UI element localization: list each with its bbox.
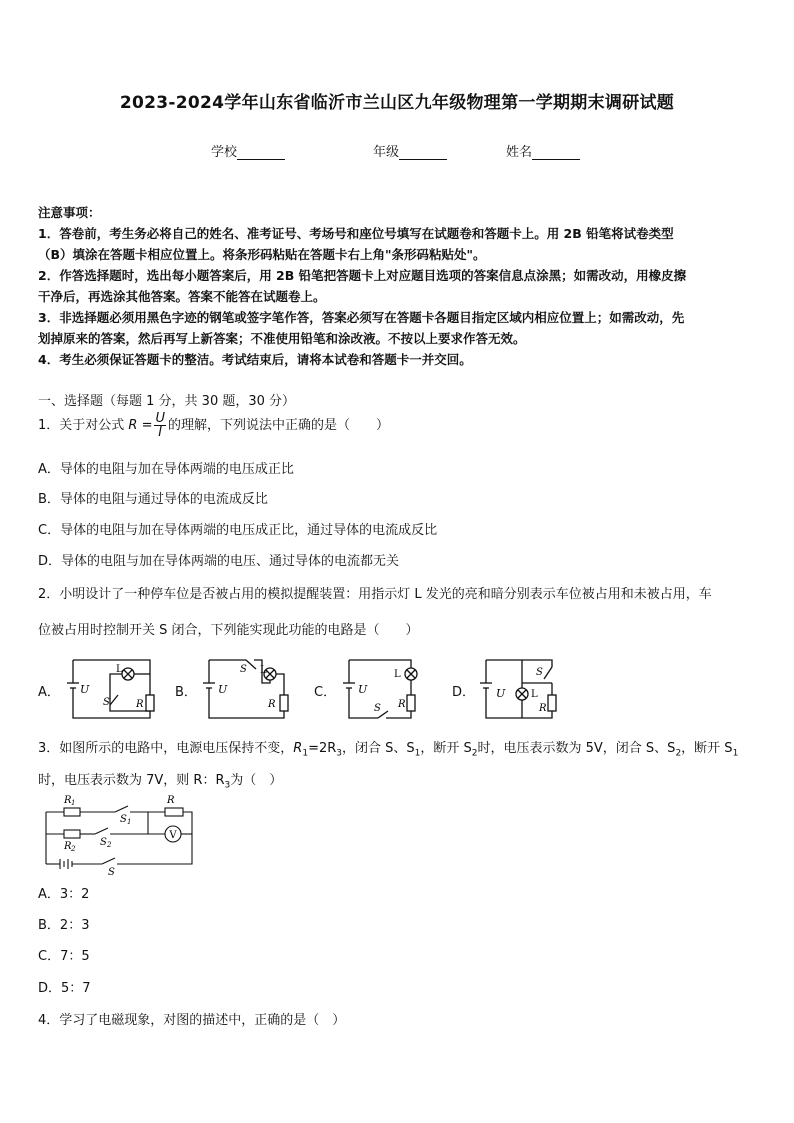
q3-option-c: C．7：5 <box>38 949 90 964</box>
q2-circuit-a <box>60 655 160 723</box>
q1-formula-lhs: R = <box>128 418 153 433</box>
label-r: R <box>539 703 547 714</box>
school-label: 学校 <box>211 145 238 160</box>
label-r1: R <box>64 795 72 806</box>
question-1-stem <box>38 412 389 439</box>
label-l: L <box>531 689 538 700</box>
q3-text: ，闭合 S、S <box>342 741 415 756</box>
q1-option-d: D．导体的电阻与加在导体两端的电压、通过导体的电流都无关 <box>38 554 400 569</box>
question-4-stem: 4．学习了电磁现象，对图的描述中，正确的是（ ） <box>38 1013 346 1028</box>
school-blank <box>237 145 285 160</box>
question-2-line2: 位被占用时控制开关 S 闭合，下列能实现此功能的电路是（ ） <box>38 623 419 638</box>
q1-formula-numerator: U <box>155 411 165 426</box>
label-r1-sub: 1 <box>71 799 76 807</box>
exam-title: 2023-2024学年山东省临沂市兰山区九年级物理第一学期期末调研试题 <box>119 93 675 113</box>
label-s: S <box>374 703 381 714</box>
grade-field <box>373 141 447 160</box>
q3-subscript: 1 <box>414 748 421 759</box>
q2-circuit-c <box>336 655 436 723</box>
q3-option-b: B．2：3 <box>38 918 90 933</box>
label-r: R <box>398 699 406 710</box>
q3-text: 3．如图所示的电路中，电源电压保持不变， <box>38 741 294 756</box>
q1-option-c: C．导体的电阻与加在导体两端的电压成正比，通过导体的电流成反比 <box>38 523 438 538</box>
label-s1-sub: 1 <box>127 818 132 826</box>
label-l: L <box>116 664 123 675</box>
notice-line: 干净后，再选涂其他答案。答案不能答在试题卷上。 <box>38 289 326 304</box>
q2-option-b-label: B． <box>175 685 197 700</box>
label-u: U <box>80 683 90 696</box>
q1-option-a: A．导体的电阻与加在导体两端的电压成正比 <box>38 462 294 477</box>
q3-subscript: 2 <box>471 748 478 759</box>
question-3-line2 <box>38 769 282 791</box>
label-u: U <box>218 683 228 696</box>
notice-line: 4．考生必须保证答题卡的整洁。考试结束后，请将本试卷和答题卡一并交回。 <box>38 352 472 367</box>
q1-prefix: 1．关于对公式 <box>38 418 129 433</box>
q3-subscript: 1 <box>302 748 309 759</box>
q2-circuit-b <box>196 655 296 723</box>
notice-line: 1．答卷前，考生务必将自己的姓名、准考证号、考场号和座位号填写在试题卷和答题卡上。用 2B 铅笔将试卷类型 <box>38 226 674 241</box>
question-3-line1 <box>38 737 738 759</box>
label-s: S <box>103 697 110 708</box>
q1-suffix: 的理解，下列说法中正确的是（ ） <box>167 418 389 433</box>
label-r: R <box>167 795 175 806</box>
notice-line: 2．作答选择题时，选出每小题答案后，用 2B 铅笔把答题卡上对应题目选项的答案信息点涂黑；如需改动，用橡皮擦 <box>38 268 687 283</box>
q2-option-c-label: C． <box>314 685 337 700</box>
q3-r-symbol: R <box>293 741 303 756</box>
q3-text: 时，电压表示数为 5V，闭合 S、S <box>477 741 676 756</box>
notice-heading: 注意事项： <box>38 205 101 220</box>
q3-subscript: 1 <box>732 748 739 759</box>
q3-subscript: 3 <box>224 780 231 791</box>
label-s: S <box>240 664 247 675</box>
q2-circuit-d <box>478 655 578 723</box>
q1-formula-fraction <box>154 412 166 439</box>
label-l: L <box>394 669 401 680</box>
q2-option-d-label: D． <box>452 685 476 700</box>
label-s2-sub: 2 <box>107 841 112 849</box>
label-u: U <box>496 687 506 700</box>
q3-text: 为（ ） <box>230 773 283 788</box>
grade-label: 年级 <box>373 145 400 160</box>
section-heading: 一、选择题（每题 1 分，共 30 题，30 分） <box>38 394 296 409</box>
q3-subscript: 3 <box>336 748 342 759</box>
name-field <box>506 141 580 160</box>
label-r2-sub: 2 <box>71 845 76 853</box>
q3-option-d: D．5：7 <box>38 981 91 996</box>
label-s1: S <box>120 814 127 825</box>
q3-option-a: A．3：2 <box>38 887 90 902</box>
label-s: S <box>536 667 543 678</box>
q2-option-a-label: A． <box>38 685 60 700</box>
q1-formula-denominator: I <box>158 425 163 440</box>
label-u: U <box>358 683 368 696</box>
q3-text: 时，电压表示数为 7V，则 R：R <box>38 773 225 788</box>
label-r2: R <box>64 841 72 852</box>
grade-blank <box>399 145 447 160</box>
name-label: 姓名 <box>506 145 533 160</box>
notice-line: 划掉原来的答案，然后再写上新答案；不准使用铅笔和涂改液。不按以上要求作答无效。 <box>38 331 526 346</box>
school-field <box>211 141 285 160</box>
q3-text: ，断开 S <box>420 741 472 756</box>
q3-text: ，断开 S <box>681 741 733 756</box>
voltmeter-icon: V <box>169 830 177 841</box>
q1-option-b: B．导体的电阻与通过导体的电流成反比 <box>38 492 268 507</box>
notice-line: 3．非选择题必须用黑色字迹的钢笔或签字笔作答，答案必须写在答题卡各题目指定区域内相应位置上；如需改动，先 <box>38 310 685 325</box>
notice-line: （B）填涂在答题卡相应位置上。将条形码粘贴在答题卡右上角"条形码粘贴处"。 <box>38 247 486 262</box>
label-r: R <box>268 699 276 710</box>
q3-subscript: 2 <box>675 748 682 759</box>
label-s: S <box>108 867 115 876</box>
label-r: R <box>136 699 144 710</box>
label-s2: S <box>100 837 107 848</box>
q3-text: =2R <box>308 741 337 756</box>
question-2-line1: 2．小明设计了一种停车位是否被占用的模拟提醒装置：用指示灯 L 发光的亮和暗分别表示车位被占用和未被占用，车 <box>38 587 712 602</box>
q3-circuit-diagram <box>40 792 200 876</box>
name-blank <box>532 145 580 160</box>
label-l: L <box>260 665 267 676</box>
